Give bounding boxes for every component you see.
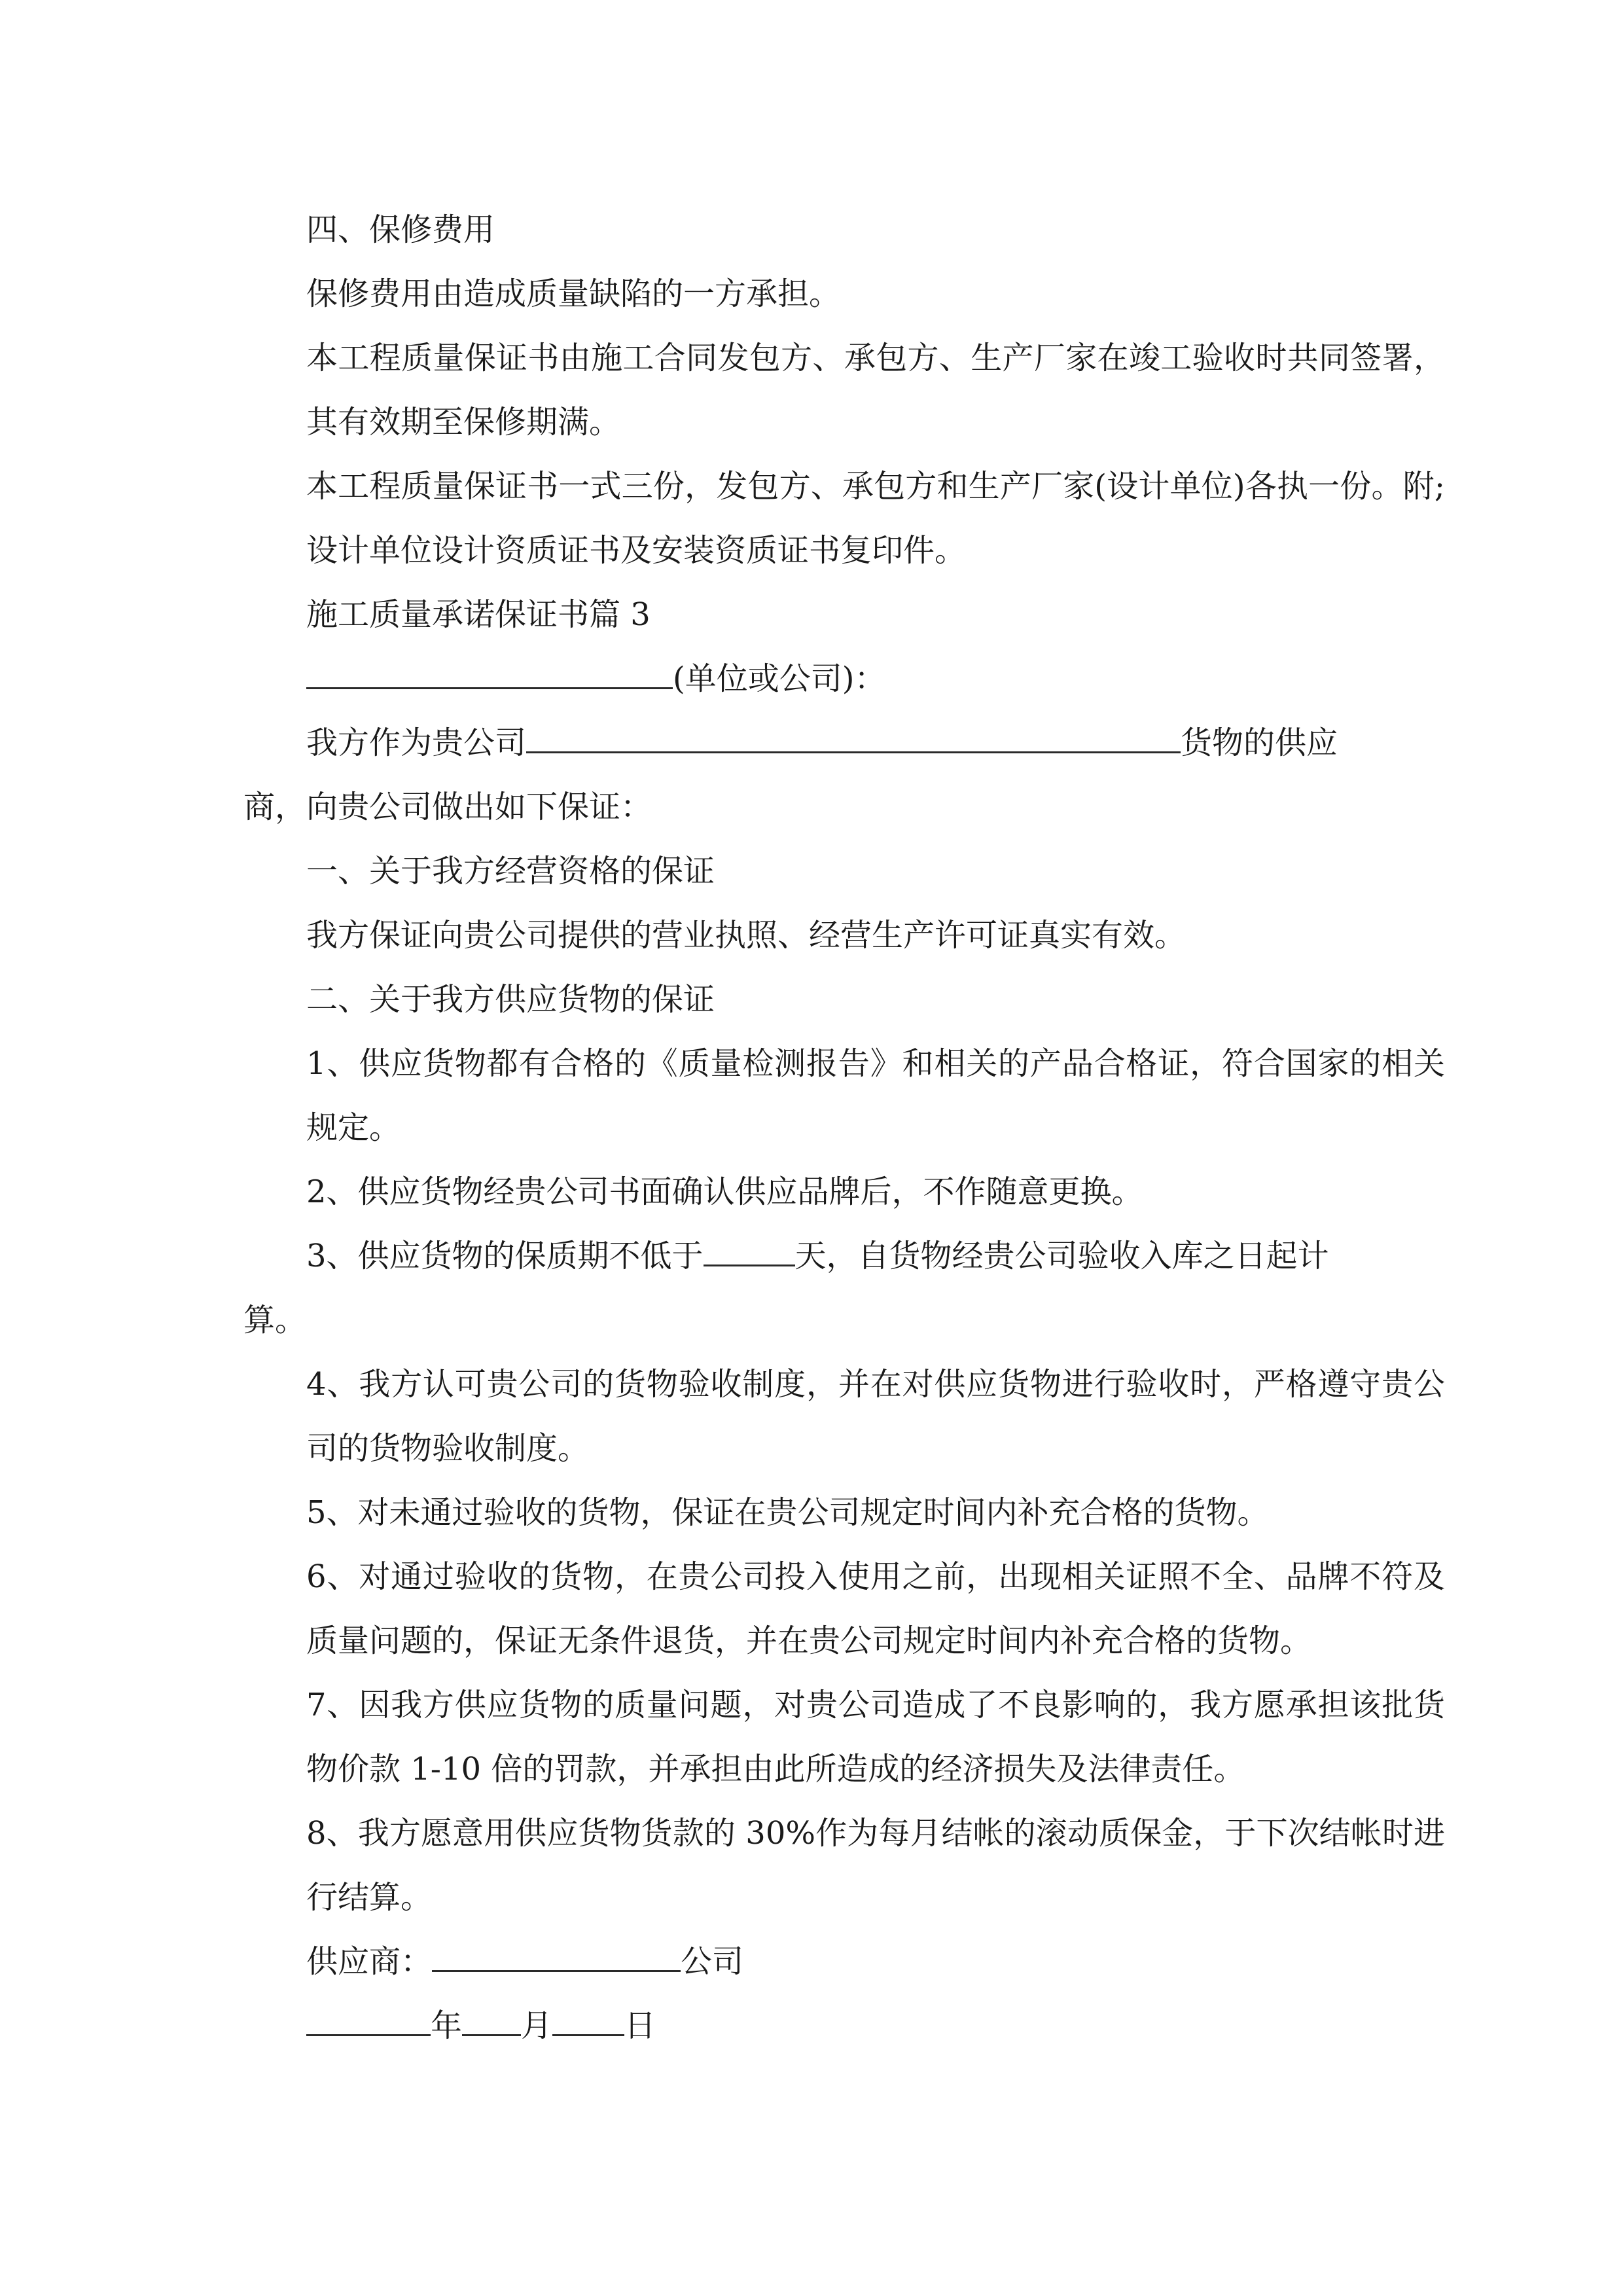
list-item-5: 5、对未通过验收的货物，保证在贵公司规定时间内补充合格的货物。 <box>306 1494 1269 1531</box>
item-3-prefix: 3、供应货物的保质期不低于 <box>306 1238 704 1274</box>
intro-prefix: 我方作为贵公司 <box>306 725 527 761</box>
list-item-4: 4、我方认可贵公司的货物验收制度，并在对供应货物进行验收时，严格遵守贵公司的货物验收制度。 <box>306 1366 1445 1467</box>
date-line <box>243 1994 1445 2058</box>
addressee-suffix: (单位或公司)： <box>673 660 886 697</box>
shelf-life-days-blank <box>704 1238 795 1266</box>
addressee-blank <box>306 661 673 689</box>
heading-1: 一、关于我方经营资格的保证 <box>306 853 715 889</box>
heading-1-body: 我方保证向贵公司提供的营业执照、经营生产许可证真实有效。 <box>306 917 1186 954</box>
supplier-label: 供应商： <box>306 1943 433 1980</box>
addressee-line <box>243 647 1445 711</box>
year-blank <box>306 2008 431 2036</box>
day-label: 日 <box>624 2007 656 2044</box>
intro-suffix: 货物的供应 <box>1181 725 1338 761</box>
item-3-suffix: 天，自货物经贵公司验收入库之日起计 <box>794 1238 1329 1274</box>
section-4-body: 保修费用由造成质量缺陷的一方承担。 <box>306 276 841 312</box>
heading-2: 二、关于我方供应货物的保证 <box>306 981 715 1018</box>
intro-line-2: 商，向贵公司做出如下保证： <box>243 789 652 825</box>
list-item-2: 2、供应货物经贵公司书面确认供应品牌后，不作随意更换。 <box>306 1174 1143 1210</box>
chapter-title: 施工质量承诺保证书篇 3 <box>306 596 651 633</box>
supplier-suffix: 公司 <box>681 1943 744 1980</box>
list-item-7: 7、因我方供应货物的质量问题，对贵公司造成了不良影响的，我方愿承担该批货物价款 1-10 倍的罚款，并承担由此所造成的经济损失及法律责任。 <box>306 1687 1445 1787</box>
list-item-3-line-1 <box>243 1224 1445 1288</box>
signing-paragraph: 本工程质量保证书由施工合同发包方、承包方、生产厂家在竣工验收时共同签署，其有效期至保修期满。 <box>306 340 1445 440</box>
list-item-8: 8、我方愿意用供应货物货款的 30%作为每月结帐的滚动质保金，于下次结帐时进行结算。 <box>306 1815 1445 1916</box>
month-blank <box>462 2008 521 2036</box>
goods-name-blank <box>526 725 1181 753</box>
year-label: 年 <box>431 2007 463 2044</box>
list-item-1: 1、供应货物都有合格的《质量检测报告》和相关的产品合格证，符合国家的相关规定。 <box>306 1045 1445 1146</box>
copies-paragraph: 本工程质量保证书一式三份，发包方、承包方和生产厂家(设计单位)各执一份。附;设计单位设计资质证书及安装资质证书复印件。 <box>306 468 1445 569</box>
supplier-name-blank <box>432 1944 681 1972</box>
intro-line-1 <box>243 711 1445 775</box>
supplier-signature-line <box>243 1929 1445 1994</box>
list-item-3-line-2: 算。 <box>243 1302 307 1338</box>
month-label: 月 <box>521 2007 553 2044</box>
day-blank <box>552 2008 624 2036</box>
list-item-6: 6、对通过验收的货物，在贵公司投入使用之前，出现相关证照不全、品牌不符及质量问题的，保证无条件退货，并在贵公司规定时间内补充合格的货物。 <box>306 1558 1445 1659</box>
section-4-title: 四、保修费用 <box>306 211 495 248</box>
